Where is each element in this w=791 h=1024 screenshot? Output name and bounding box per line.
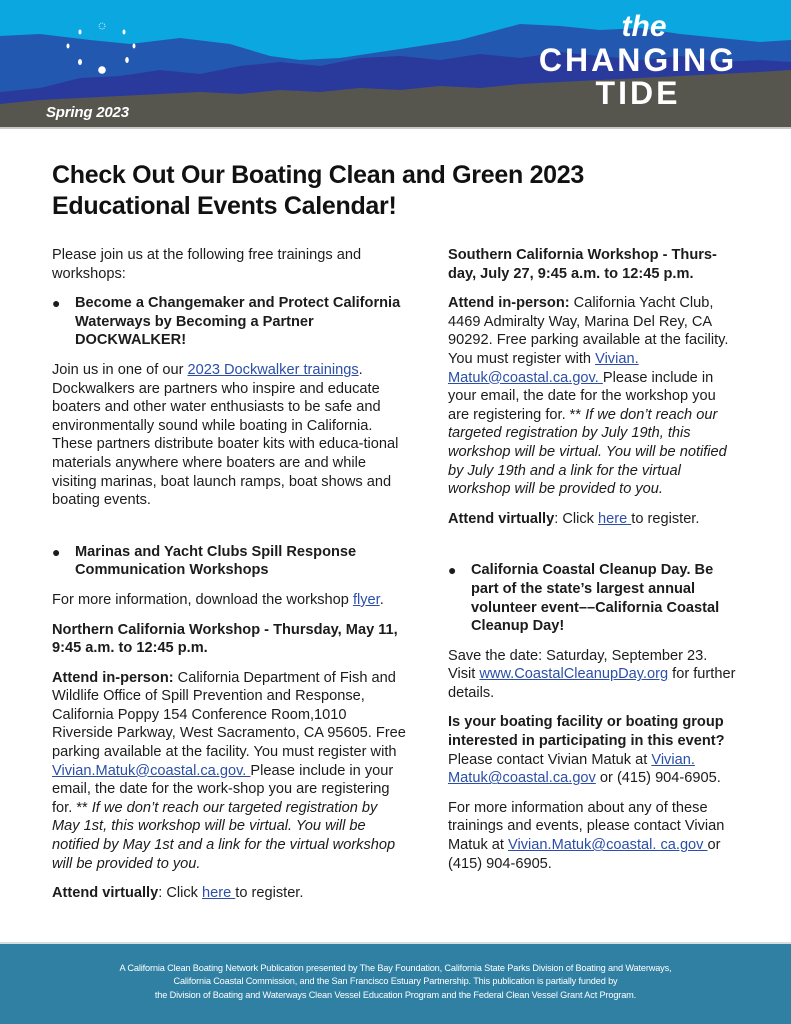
text: Please include in your email, the date for the workshop you are registering for. ** (448, 369, 716, 423)
logo-the: the (621, 10, 667, 43)
text: or (415) 904-6905. (448, 837, 721, 872)
flyer-link[interactable]: flyer (352, 591, 380, 608)
flyer-paragraph (52, 591, 408, 610)
email-link[interactable]: Vivian.Matuk@coastal. ca.gov (508, 837, 708, 854)
coastal-cleanup-link[interactable]: www.CoastalCleanupDay.org (479, 666, 669, 683)
label: Attend virtually (52, 885, 159, 902)
text: Please contact Vivian Matuk at (448, 751, 652, 768)
email-link[interactable]: Vivian. Matuk@coastal.ca.gov. (448, 350, 639, 386)
bullet-icon: ● (52, 295, 61, 312)
issue-season: Spring 2023 (46, 104, 129, 121)
text: Please include in your email, the date for the work-shop you are registering for. ** (52, 762, 394, 816)
logo-tide: TIDE (595, 75, 681, 111)
south-workshop-heading: Southern California Workshop - Thurs-day, July 27, 9:45 a.m. to 12:45 p.m. (448, 247, 717, 282)
intro-text: Please join us at the following free trainings and workshops: (52, 247, 362, 282)
text: : Click (554, 510, 599, 527)
dockwalker-paragraph (52, 361, 408, 510)
text: For more information about any of these trainings and events, please contact Vivian Matuk at (448, 799, 725, 854)
left-column (52, 246, 408, 914)
email-link[interactable]: Vivian. Matuk@coastal.ca.gov (448, 751, 695, 787)
participate-paragraph (448, 713, 738, 787)
text: to register. (235, 885, 304, 902)
page-title: Check Out Our Boating Clean and Green 2023 Educational Events Calendar! (52, 161, 584, 220)
header-banner (0, 0, 791, 128)
right-column (448, 246, 738, 884)
register-here-link[interactable]: here (202, 885, 236, 902)
save-date-paragraph (448, 647, 738, 703)
bullet-icon: ● (448, 562, 457, 579)
bullet-text: California Coastal Cleanup Day. Be part of the state’s largest annual volunteer event––California Coastal Cleanup Day! (471, 562, 720, 635)
label: Attend in-person: (448, 295, 570, 312)
bullet-text: Marinas and Yacht Clubs Spill Response Communication Workshops (75, 543, 357, 579)
footer-line: California Coastal Commission, and the San Francisco Estuary Partnership. This publication is partially funded by (173, 976, 618, 987)
label: Attend virtually (448, 510, 555, 527)
text: . Dockwalkers are partners who inspire and educate boaters and other water enthusiasts to be safe and environmentally sound while boating in California. These partners distribute boater kits with educa-tional materials anywhere where boaters are and while visiting marinas, boat launch ramps, boat shows and boating events. (52, 361, 399, 509)
email-link[interactable]: Vivian.Matuk@coastal.ca.gov. (52, 762, 251, 779)
text: California Yacht Club, 4469 Admiralty Way, Marina Del Rey, CA 90292. Free parking available at the facility. You must register with (448, 295, 729, 367)
footer-line: A California Clean Boating Network Publication presented by The Bay Foundation, California State Parks Division of Boating and Waterways, (119, 963, 672, 973)
header-divider (0, 127, 791, 129)
text: : Click (158, 885, 203, 902)
dockwalker-trainings-link[interactable]: 2023 Dockwalker trainings (187, 361, 359, 378)
bullet-spill-response (52, 543, 408, 580)
text: California Department of Fish and Wildlife Office of Spill Prevention and Response, California Poppy 154 Conference Room,1010 Riverside Parkway, West Sacramento, CA 95605. Free parking available at the facility. You must register with (52, 669, 406, 761)
text: Join us in one of our (52, 361, 188, 378)
text: to register. (631, 510, 700, 527)
more-info-paragraph (448, 799, 738, 873)
north-inperson-paragraph (52, 669, 408, 874)
logo-changing: CHANGING (538, 42, 738, 78)
north-virtual-paragraph (52, 884, 408, 903)
virtual-notice: If we don’t reach our targeted registration by July 19th, this workshop will be virtual. You will be notified by July 19th and a link for the virtual workshop will be provided to you. (448, 406, 727, 498)
footer-line: the Division of Boating and Waterways Clean Vessel Education Program and the Federal Clean Vessel Grant Act Program. (154, 989, 637, 1000)
register-here-link[interactable]: here (598, 510, 632, 527)
label: Attend in-person: (52, 669, 174, 686)
footer (0, 942, 791, 1024)
text: or (415) 904-6905. (595, 770, 721, 787)
text: for further details. (448, 666, 736, 701)
publication-logo (528, 12, 748, 109)
virtual-notice: If we don’t reach our targeted registration by May 1st, this workshop will be virtual. You will be notified by May 1st and a link for the virtual workshop will be provided to you. (52, 799, 396, 872)
question: Is your boating facility or boating group interested in participating in this event? (448, 714, 725, 750)
text: . (379, 591, 384, 608)
bullet-dockwalker (52, 294, 408, 350)
bullet-coastal-cleanup (448, 561, 738, 635)
text: For more information, download the workshop (52, 591, 353, 608)
moon-phases-icon (60, 18, 140, 78)
south-virtual-paragraph (448, 510, 738, 529)
bullet-text: Become a Changemaker and Protect California Waterways by Becoming a Partner DOCKWALKER! (75, 295, 401, 349)
text: Save the date: Saturday, September 23. Visit (448, 647, 708, 683)
north-workshop-heading: Northern California Workshop - Thursday, May 11, 9:45 a.m. to 12:45 p.m. (52, 621, 398, 657)
bullet-icon: ● (52, 543, 61, 560)
south-inperson-paragraph (448, 294, 738, 499)
